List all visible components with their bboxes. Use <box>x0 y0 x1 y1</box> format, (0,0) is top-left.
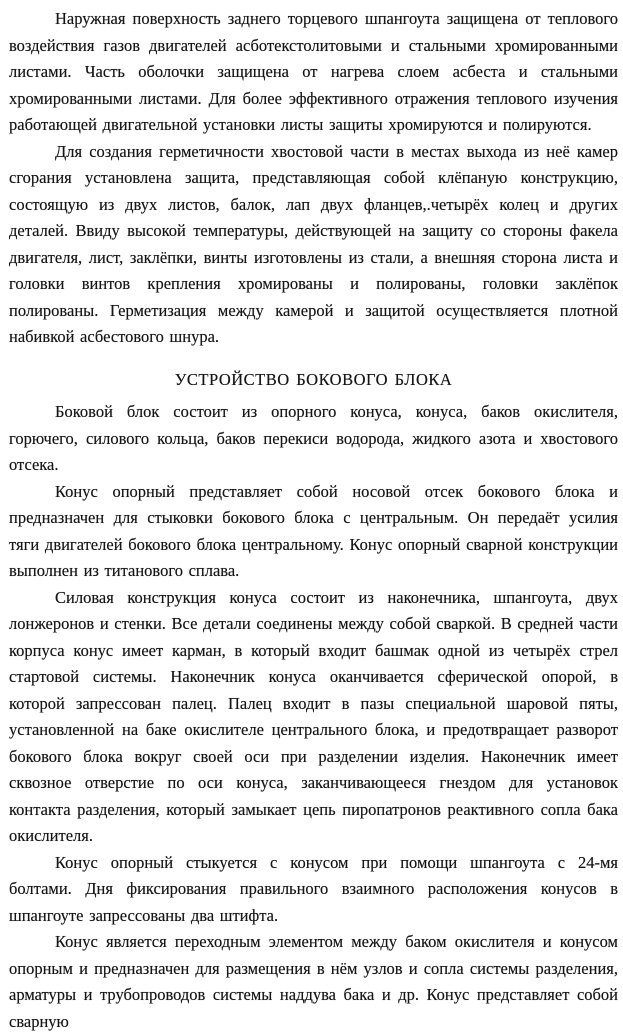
section-heading-side-block-structure: УСТРОЙСТВО БОКОВОГО БЛОКА <box>174 369 453 389</box>
paragraph-side-block-composition: Боковой блок состоит из опорного конуса, конуса, баков окислителя, горючего, силового кольца, баков перекиси водорода, жидкого азота и хвостового отсека. <box>9 402 618 474</box>
paragraph-support-cone-purpose: Конус опорный представляет собой носовой отсек бокового блока и предназначен для стыковки бокового блока с центральным. Он передаёт усилия тяги двигателей бокового блока центральному. Конус опорный сварной конструкции выполнен из титанового сплава. <box>9 481 618 580</box>
paragraph-cone-load-bearing-structure: Силовая конструкция конуса состоит из наконечника, шпангоута, двух лонжеронов и стенки. Все детали соединены между собой сваркой. В средней части корпуса конус имеет карман, в который входит башмак одной из четырёх стрел стартовой системы. Наконечник конуса оканчивается сферической опорой, в которой запрессован палец. Палец входит в пазы специальной шаровой пяты, установленной на баке окислителе центрального блока, и предотвращает разворот бокового блока вокруг своей оси при разделении изделия. Наконечник имеет сквозное отверстие по оси конуса, заканчивающееся гнездом для установок контакта разделения, который замыкает цепь пиропатронов реактивного сопла бака окислителя. <box>9 587 619 845</box>
paragraph-tail-section-sealing: Для создания герметичности хвостовой части в местах выхода из неё камер сгорания установлена защита, представляющая собой клёпаную конструкцию, состоящую из двух листов, балок, лап двух фланцев,.четырёх колец и других деталей. Ввиду высокой температуры, действующей на защиту со стороны факела двигателя, лист, заклёпки, винты изготовлены из стали, а внешняя сторона листа и головки винтов крепления хромированы и полированы, головки заклёпок полированы. Герметизация между камерой и защитой осуществляется плотной набивкой асбестового шнура. <box>9 141 618 346</box>
paragraph-cone-transition-element: Конус является переходным элементом между баком окислителя и конусом опорным и предназначен для размещения в нём узлов и сопла системы разделения, арматуры и трубопроводов системы наддува бака и др. Конус представляет собой сварную <box>9 932 618 1031</box>
paragraph-rear-frame-protection: Наружная поверхность заднего торцевого шпангоута защищена от теплового воздействия газов двигателей асботекстолитовыми и стальными хромированными листами. Часть оболочки защищена от нагрева слоем асбеста и стальными хромированными листами. Для более эффективного отражения теплового изучения работающей двигательной установки листы защиты хромируются и полируются. <box>9 9 618 134</box>
paragraph-cone-joining-bolts: Конус опорный стыкуется с конусом при помощи шпангоута с 24-мя болтами. Дня фиксирования правильного взаимного расположения конусов в шпангоуте запрессованы два штифта. <box>9 852 618 925</box>
